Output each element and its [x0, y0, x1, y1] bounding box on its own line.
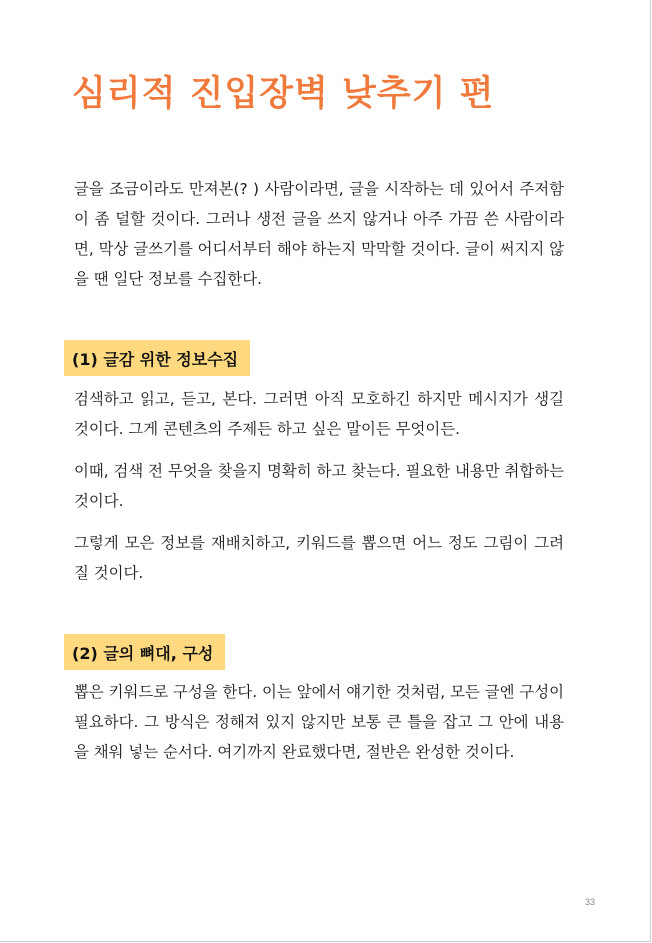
- section2-paragraph-1: 뽑은 키워드로 구성을 한다. 이는 앞에서 얘기한 것처럼, 모든 글엔 구성이 필요하다. 그 방식은 정해져 있지 않지만 보통 큰 틀을 잡고 그 안에 내용을 채워 넣는 순서다. 여기까지 완료했다면, 절반은 완성한 것이다.: [74, 683, 564, 761]
- page-title: 심리적 진입장벽 낮추기 편: [72, 74, 495, 114]
- section1-paragraph-1: 검색하고 읽고, 듣고, 본다. 그러면 아직 모호하긴 하지만 메시지가 생길 것이다. 그게 콘텐츠의 주제든 하고 싶은 말이든 무엇이든.: [74, 390, 564, 438]
- section-heading-1: (1) 글감 위한 정보수집: [64, 340, 250, 376]
- intro-paragraph: 글을 조금이라도 만져본(? ) 사람이라면, 글을 시작하는 데 있어서 주저함이 좀 덜할 것이다. 그러나 생전 글을 쓰지 않거나 아주 가끔 쓴 사람이라면, 막상 글쓰기를 어디서부터 해야 하는지 막막할 것이다. 글이 써지지 않을 땐 일단 정보를 수집한다.: [74, 180, 564, 288]
- section1-paragraph-2: 이때, 검색 전 무엇을 찾을지 명확히 하고 찾는다. 필요한 내용만 취합하는 것이다.: [74, 462, 564, 510]
- section1-paragraph-3: 그렇게 모은 정보를 재배치하고, 키워드를 뽑으면 어느 정도 그림이 그려질 것이다.: [74, 534, 564, 582]
- section-heading-2: (2) 글의 뼈대, 구성: [64, 634, 225, 670]
- page-number: 33: [585, 897, 596, 907]
